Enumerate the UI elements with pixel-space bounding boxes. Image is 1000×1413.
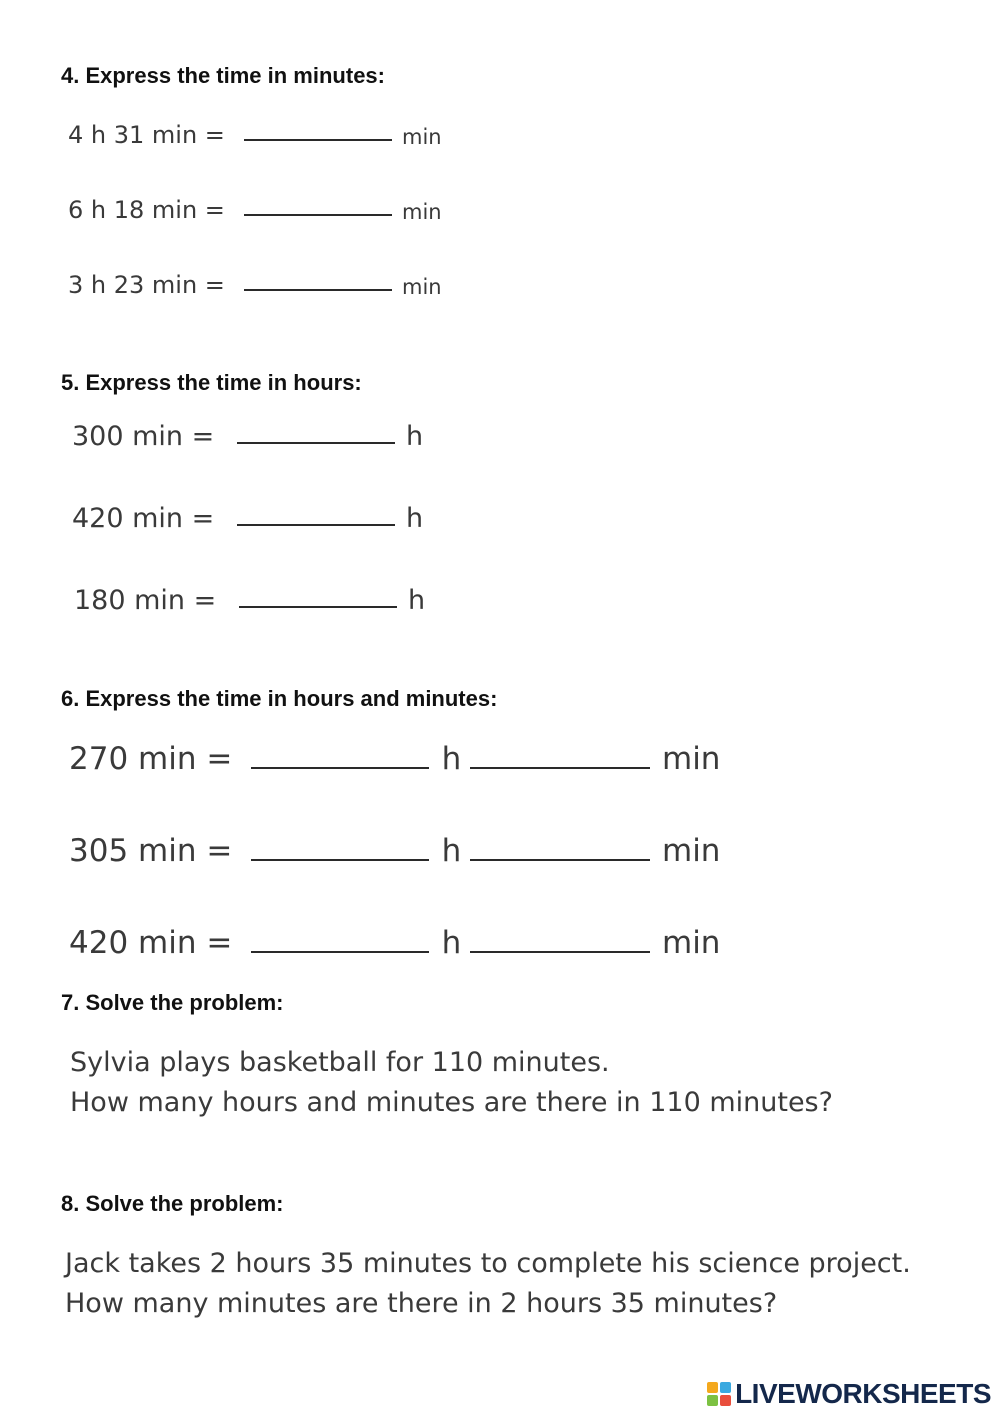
s6-row-1-hours-input[interactable] bbox=[251, 737, 429, 769]
s5-row-2-expression: 420 min = bbox=[72, 503, 215, 534]
s5-row-2-answer-input[interactable] bbox=[237, 498, 395, 526]
s5-row-1-unit: h bbox=[406, 421, 424, 452]
logo-mark-icon bbox=[707, 1382, 731, 1406]
s6-row-3-hours-input[interactable] bbox=[251, 921, 429, 953]
s6-row-3-expression: 420 min = bbox=[69, 925, 233, 961]
s6-row-1-hours-unit: h bbox=[441, 741, 462, 777]
section-4-heading: 4. Express the time in minutes: bbox=[61, 63, 385, 88]
s6-row-2-expression: 305 min = bbox=[69, 833, 233, 869]
section-8-heading: 8. Solve the problem: bbox=[61, 1191, 284, 1216]
s5-row-3-answer-input[interactable] bbox=[239, 580, 397, 608]
s5-row-1 bbox=[72, 416, 423, 452]
s6-row-2-minutes-unit: min bbox=[662, 833, 721, 869]
s4-row-1-expression: 4 h 31 min = bbox=[68, 121, 225, 149]
s4-row-2-expression: 6 h 18 min = bbox=[68, 196, 225, 224]
s6-row-3-hours-unit: h bbox=[441, 925, 462, 961]
s5-row-1-answer-input[interactable] bbox=[237, 416, 395, 444]
logo-text: LIVEWORKSHEETS bbox=[735, 1378, 991, 1409]
s7-problem-text bbox=[70, 1043, 833, 1123]
s4-row-2 bbox=[68, 190, 442, 224]
s4-row-3-unit: min bbox=[402, 275, 442, 299]
s4-row-3 bbox=[68, 265, 442, 299]
s5-row-2-unit: h bbox=[406, 503, 424, 534]
s6-row-2-minutes-input[interactable] bbox=[470, 829, 650, 861]
s8-problem-line-2: How many minutes are there in 2 hours 35 minutes? bbox=[65, 1288, 778, 1319]
s5-row-2 bbox=[72, 498, 423, 534]
s6-row-3-minutes-unit: min bbox=[662, 925, 721, 961]
s5-row-3 bbox=[74, 580, 425, 616]
s6-row-2-hours-unit: h bbox=[441, 833, 462, 869]
s4-row-1-unit: min bbox=[402, 125, 442, 149]
s4-row-1-answer-input[interactable] bbox=[244, 115, 392, 141]
s6-row-1-minutes-unit: min bbox=[662, 741, 721, 777]
liveworksheets-logo bbox=[707, 1378, 991, 1410]
s8-problem-line-1: Jack takes 2 hours 35 minutes to complete his science project. bbox=[65, 1248, 911, 1279]
s4-row-2-answer-input[interactable] bbox=[244, 190, 392, 216]
s6-row-1-expression: 270 min = bbox=[69, 741, 233, 777]
s6-row-2-hours-input[interactable] bbox=[251, 829, 429, 861]
s4-row-1 bbox=[68, 115, 442, 149]
s5-row-3-expression: 180 min = bbox=[74, 585, 217, 616]
s7-problem-line-1: Sylvia plays basketball for 110 minutes. bbox=[70, 1047, 610, 1078]
s6-row-3-minutes-input[interactable] bbox=[470, 921, 650, 953]
s4-row-3-expression: 3 h 23 min = bbox=[68, 271, 225, 299]
s5-row-1-expression: 300 min = bbox=[72, 421, 215, 452]
s8-problem-text bbox=[65, 1244, 911, 1324]
section-7-heading: 7. Solve the problem: bbox=[61, 990, 284, 1015]
s6-row-3 bbox=[69, 921, 720, 961]
s7-problem-line-2: How many hours and minutes are there in 110 minutes? bbox=[70, 1087, 833, 1118]
s6-row-2 bbox=[69, 829, 720, 869]
s4-row-2-unit: min bbox=[402, 200, 442, 224]
s6-row-1 bbox=[69, 737, 720, 777]
section-5-heading: 5. Express the time in hours: bbox=[61, 370, 362, 395]
s6-row-1-minutes-input[interactable] bbox=[470, 737, 650, 769]
s5-row-3-unit: h bbox=[408, 585, 426, 616]
s4-row-3-answer-input[interactable] bbox=[244, 265, 392, 291]
section-6-heading: 6. Express the time in hours and minutes: bbox=[61, 686, 498, 711]
